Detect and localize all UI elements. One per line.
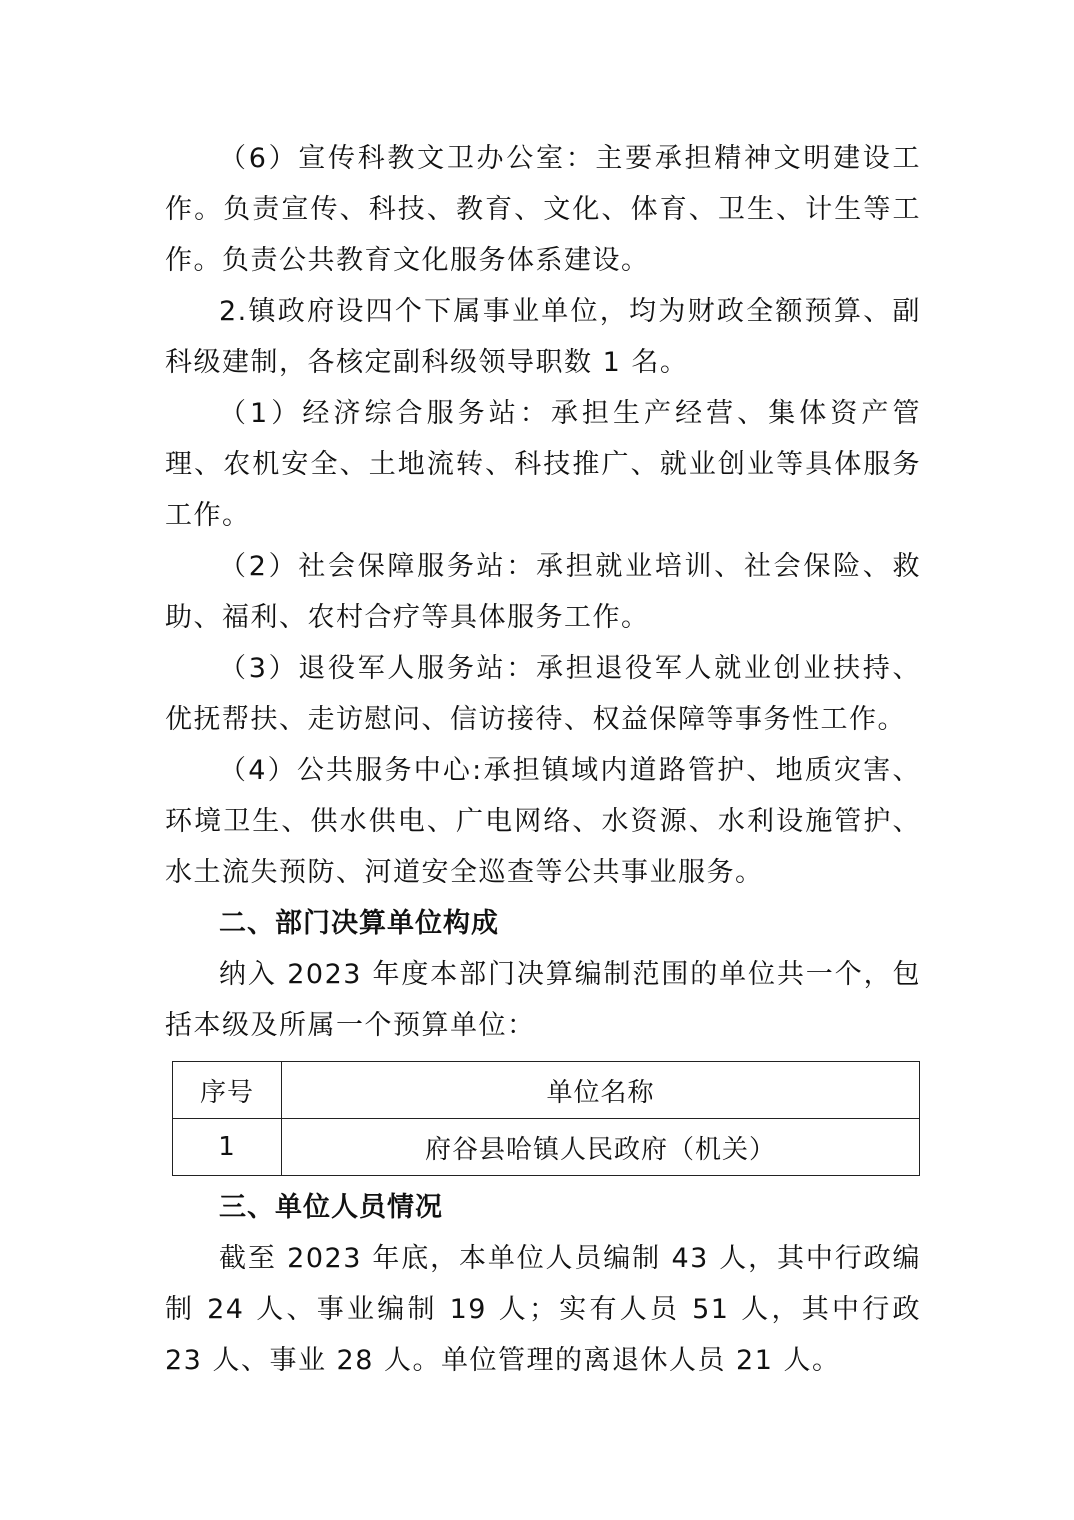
paragraph-staff-details: 截至 2023 年底，本单位人员编制 43 人，其中行政编制 24 人、事业编制 19 人；实有人员 51 人，其中行政 23 人、事业 28 人。单位管理的离退休人员 21 人。 [165, 1243, 921, 1376]
table-cell-index: 1 [173, 1119, 282, 1176]
paragraph-veterans-service-station: （3）退役军人服务站：承担退役军人就业创业扶持、优抚帮扶、走访慰问、信访接待、权益保障等事务性工作。 [165, 653, 921, 735]
unit-table [172, 1061, 920, 1176]
table-cell-unit-name: 府谷县哈镇人民政府（机关） [282, 1119, 920, 1176]
table-header-index: 序号 [173, 1062, 282, 1119]
paragraph-subordinate-units: 2.镇政府设四个下属事业单位，均为财政全额预算、副科级建制，各核定副科级领导职数 1 名。 [165, 296, 921, 378]
table-row [173, 1119, 920, 1176]
paragraph-public-service-center: （4）公共服务中心:承担镇域内道路管护、地质灾害、环境卫生、供水供电、广电网络、水资源、水利设施管护、水土流失预防、河道安全巡查等公共事业服务。 [165, 755, 921, 888]
paragraph-social-security-station: （2）社会保障服务站：承担就业培训、社会保险、救助、福利、农村合疗等具体服务工作。 [165, 551, 921, 633]
document-page [165, 133, 921, 1386]
paragraph-economic-service-station: （1）经济综合服务站：承担生产经营、集体资产管理、农机安全、土地流转、科技推广、就业创业等具体服务工作。 [165, 398, 921, 531]
table-header-row [173, 1062, 920, 1119]
table-header-unit-name: 单位名称 [282, 1062, 920, 1119]
section-heading-unit-composition: 二、部门决算单位构成 [219, 908, 499, 939]
paragraph-propaganda-office: （6）宣传科教文卫办公室：主要承担精神文明建设工作。负责宣传、科技、教育、文化、体育、卫生、计生等工作。负责公共教育文化服务体系建设。 [165, 143, 921, 276]
section-heading-staff: 三、单位人员情况 [219, 1192, 443, 1223]
paragraph-unit-composition-intro: 纳入 2023 年度本部门决算编制范围的单位共一个，包括本级及所属一个预算单位： [165, 959, 921, 1041]
